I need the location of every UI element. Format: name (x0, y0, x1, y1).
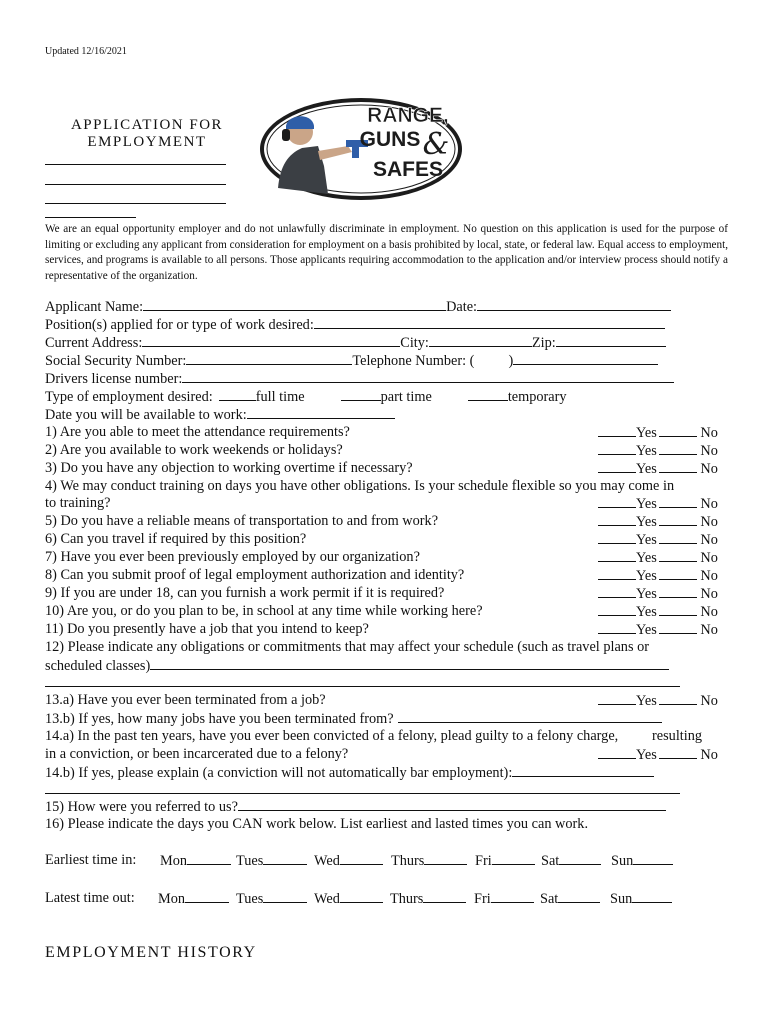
no-field[interactable] (659, 459, 697, 473)
latest-wed-field[interactable] (340, 889, 383, 903)
row-positions (45, 315, 685, 333)
applicant-name-field[interactable] (143, 297, 446, 311)
question-4-yes-no (598, 494, 718, 513)
latest-wed: Wed (314, 889, 383, 908)
latest-thurs-field[interactable] (423, 889, 466, 903)
yes-field[interactable] (598, 691, 636, 705)
question-6 (45, 530, 718, 548)
yes-field[interactable] (598, 494, 636, 508)
yes-field[interactable] (598, 745, 636, 759)
no-field[interactable] (659, 745, 697, 759)
yes-label: Yes (636, 604, 657, 620)
applicant-name-label: Applicant Name: (45, 299, 144, 315)
latest-time-label: Latest time out: (45, 890, 135, 906)
question-13a (45, 691, 718, 709)
no-field[interactable] (659, 530, 697, 544)
earliest-wed: Wed (314, 851, 383, 870)
question-13b-text: 13.b) If yes, how many jobs have you been terminated from? (45, 711, 394, 727)
no-label: No (700, 604, 718, 620)
question-7-text: 7) Have you ever been previously employed by our organization? (45, 549, 420, 565)
ssn-field[interactable] (186, 351, 352, 365)
latest-sun-field[interactable] (632, 889, 672, 903)
question-5-text: 5) Do you have a reliable means of transportation to and from work? (45, 513, 439, 529)
no-field[interactable] (659, 691, 697, 705)
question-12-extra-line[interactable] (45, 686, 680, 687)
question-16-text: 16) Please indicate the days you CAN work below. List earliest and lasted times you can work. (45, 816, 589, 832)
question-5-yes-no (598, 512, 718, 531)
earliest-fri: Fri (475, 851, 535, 870)
question-6-yes-no (598, 530, 718, 549)
no-label: No (700, 425, 718, 441)
question-14a-text-end: resulting (652, 728, 703, 744)
earliest-tues-field[interactable] (263, 851, 307, 865)
question-14b-field[interactable] (512, 763, 654, 777)
yes-label: Yes (636, 693, 657, 709)
earliest-tues: Tues (236, 851, 307, 870)
title-rule-1 (45, 164, 226, 165)
no-label: No (700, 622, 718, 638)
question-8 (45, 566, 718, 584)
yes-label: Yes (636, 443, 657, 459)
temporary-field[interactable] (468, 387, 508, 401)
city-field[interactable] (429, 333, 532, 347)
question-12-field[interactable] (150, 656, 669, 670)
yes-label: Yes (636, 622, 657, 638)
positions-label: Position(s) applied for or type of work desired: (45, 317, 314, 333)
question-14b-text: 14.b) If yes, please explain (a conviction will not automatically bar employment): (45, 765, 513, 781)
question-12-line1 (45, 638, 685, 656)
yes-field[interactable] (598, 530, 636, 544)
question-8-yes-no (598, 566, 718, 585)
no-label: No (700, 461, 718, 477)
no-field[interactable] (659, 620, 697, 634)
question-9 (45, 584, 718, 602)
earliest-sun-field[interactable] (633, 851, 673, 865)
logo-text-range: RANGE, (367, 104, 449, 127)
question-1-text: 1) Are you able to meet the attendance requirements? (45, 424, 350, 440)
question-14b (45, 763, 685, 781)
row-applicant-name (45, 297, 685, 315)
temporary-label: temporary (507, 389, 567, 405)
yes-label: Yes (636, 425, 657, 441)
question-13b (45, 709, 685, 727)
logo-text-guns: GUNS (359, 128, 421, 151)
form-title (52, 117, 242, 151)
question-11-text: 11) Do you presently have a job that you intend to keep? (45, 621, 369, 637)
question-12-text-cont: scheduled classes) (45, 658, 151, 674)
question-10-text: 10) Are you, or do you plan to be, in school at any time while working here? (45, 603, 483, 619)
question-13b-field[interactable] (398, 709, 662, 723)
no-field[interactable] (659, 602, 697, 616)
question-3-text: 3) Do you have any objection to working overtime if necessary? (45, 460, 413, 476)
question-14a-yes-no (598, 745, 718, 764)
question-14b-extra-line[interactable] (45, 793, 680, 794)
no-label: No (700, 514, 718, 530)
question-8-text: 8) Can you submit proof of legal employment authorization and identity? (45, 567, 465, 583)
earliest-wed-field[interactable] (340, 851, 383, 865)
drivers-license-label: Drivers license number: (45, 371, 183, 387)
no-label: No (700, 550, 718, 566)
no-label: No (700, 568, 718, 584)
no-label: No (700, 532, 718, 548)
question-14a-line1 (45, 727, 745, 745)
earliest-sun: Sun (611, 851, 673, 870)
yes-field[interactable] (598, 548, 636, 562)
latest-sat-field[interactable] (558, 889, 600, 903)
latest-tues: Tues (236, 889, 307, 908)
no-label: No (700, 586, 718, 602)
earliest-time-row (45, 851, 685, 869)
earliest-sat: Sat (541, 851, 601, 870)
question-15 (45, 797, 685, 815)
employment-type-label: Type of employment desired: (45, 389, 213, 405)
question-9-yes-no (598, 584, 718, 603)
question-6-text: 6) Can you travel if required by this position? (45, 531, 307, 547)
question-3-yes-no (598, 459, 718, 478)
updated-date: Updated 12/16/2021 (45, 46, 127, 57)
question-14a (45, 745, 718, 763)
question-13a-yes-no (598, 691, 718, 710)
latest-sun: Sun (610, 889, 672, 908)
question-7-yes-no (598, 548, 718, 567)
question-13a-text: 13.a) Have you ever been terminated from a job? (45, 692, 326, 708)
yes-label: Yes (636, 496, 657, 512)
address-field[interactable] (142, 333, 400, 347)
question-11 (45, 620, 718, 638)
question-15-field[interactable] (238, 797, 666, 811)
question-10 (45, 602, 718, 620)
no-field[interactable] (659, 512, 697, 526)
positions-field[interactable] (314, 315, 665, 329)
question-12-text: 12) Please indicate any obligations or commitments that may affect your schedule (such as travel plans or (45, 639, 650, 655)
part-time-label: part time (380, 389, 432, 405)
row-address (45, 333, 685, 351)
question-10-yes-no (598, 602, 718, 621)
earliest-thurs: Thurs (391, 851, 467, 870)
question-2-yes-no (598, 441, 718, 460)
question-7 (45, 548, 718, 566)
no-field[interactable] (659, 494, 697, 508)
row-drivers-license (45, 369, 685, 387)
available-date-label: Date you will be available to work: (45, 407, 247, 423)
no-field[interactable] (659, 584, 697, 598)
title-rule-4 (45, 217, 136, 218)
earliest-thurs-field[interactable] (424, 851, 467, 865)
row-available-date (45, 405, 685, 423)
logo-text-safes: SAFES (372, 158, 444, 181)
full-time-label: full time (255, 389, 305, 405)
question-2-text: 2) Are you available to work weekends or holidays? (45, 442, 343, 458)
yes-label: Yes (636, 586, 657, 602)
question-16 (45, 815, 705, 833)
title-rule-3 (45, 203, 226, 204)
latest-fri-field[interactable] (491, 889, 534, 903)
yes-label: Yes (636, 532, 657, 548)
part-time-field[interactable] (341, 387, 381, 401)
no-field[interactable] (659, 423, 697, 437)
question-15-text: 15) How were you referred to us? (45, 799, 238, 815)
yes-label: Yes (636, 461, 657, 477)
logo-ampersand: & (422, 127, 450, 162)
no-label: No (700, 693, 718, 709)
form-title-line2: EMPLOYMENT (87, 134, 207, 150)
latest-sat: Sat (540, 889, 600, 908)
question-2 (45, 441, 718, 459)
latest-tues-field[interactable] (263, 889, 307, 903)
date-label: Date: (446, 299, 478, 315)
earliest-mon-field[interactable] (187, 851, 231, 865)
yes-label: Yes (636, 514, 657, 530)
employment-history-heading: EMPLOYMENT HISTORY (45, 944, 257, 961)
yes-field[interactable] (598, 566, 636, 580)
row-ssn (45, 351, 685, 369)
question-11-yes-no (598, 620, 718, 639)
no-field[interactable] (659, 548, 697, 562)
telephone-label: Telephone Number: ( (352, 353, 475, 369)
question-1 (45, 423, 718, 441)
question-14a-text: 14.a) In the past ten years, have you ever been convicted of a felony, plead guilty to a felony charge, (45, 728, 619, 744)
latest-time-row (45, 889, 685, 907)
latest-mon-field[interactable] (185, 889, 229, 903)
question-14a-text-cont: in a conviction, or been incarcerated due to a felony? (45, 746, 349, 762)
question-4-text-cont: to training? (45, 495, 111, 511)
yes-field[interactable] (598, 602, 636, 616)
yes-field[interactable] (598, 620, 636, 634)
question-3 (45, 459, 718, 477)
no-label: No (700, 443, 718, 459)
no-label: No (700, 747, 718, 763)
no-label: No (700, 496, 718, 512)
company-logo (258, 96, 464, 202)
telephone-field[interactable] (513, 351, 658, 365)
form-title-line1: APPLICATION FOR (70, 117, 224, 133)
earliest-mon: Mon (160, 851, 231, 870)
yes-field[interactable] (598, 423, 636, 437)
question-12-line2 (45, 656, 685, 674)
available-date-field[interactable] (247, 405, 395, 419)
question-4-text: 4) We may conduct training on days you have other obligations. Is your schedule flexible so you may come in (45, 478, 675, 494)
telephone-close: ) (508, 353, 514, 369)
ssn-label: Social Security Number: (45, 353, 187, 369)
latest-fri: Fri (474, 889, 534, 908)
latest-mon: Mon (158, 889, 229, 908)
question-1-yes-no (598, 423, 718, 442)
title-rule-2 (45, 184, 226, 185)
latest-thurs: Thurs (390, 889, 466, 908)
yes-field[interactable] (598, 459, 636, 473)
date-field[interactable] (477, 297, 671, 311)
question-9-text: 9) If you are under 18, can you furnish a work permit if it is required? (45, 585, 445, 601)
city-label: City: (400, 335, 429, 351)
question-4-line1 (45, 477, 725, 495)
yes-field[interactable] (598, 512, 636, 526)
row-employment-type (45, 387, 685, 405)
question-5 (45, 512, 718, 530)
yes-field[interactable] (598, 441, 636, 455)
yes-label: Yes (636, 747, 657, 763)
no-field[interactable] (659, 441, 697, 455)
no-field[interactable] (659, 566, 697, 580)
full-time-field[interactable] (219, 387, 256, 401)
zip-field[interactable] (556, 333, 666, 347)
eeo-statement: We are an equal opportunity employer and do not unlawfully discriminate in employment. No question on this application is used for the purpose of limiting or excluding any applicant from consideration for employment on a basis prohibited by local, state, or federal law. Equal access to employment, services, and programs is available to all persons. Those applicants requiring accommodation to the application and/or interview process should notify a representative of the organization. (45, 223, 728, 282)
earliest-fri-field[interactable] (492, 851, 535, 865)
earliest-sat-field[interactable] (559, 851, 601, 865)
yes-label: Yes (636, 568, 657, 584)
yes-label: Yes (636, 550, 657, 566)
address-label: Current Address: (45, 335, 143, 351)
zip-label: Zip: (531, 335, 556, 351)
earliest-time-label: Earliest time in: (45, 852, 137, 868)
drivers-license-field[interactable] (182, 369, 674, 383)
yes-field[interactable] (598, 584, 636, 598)
question-4 (45, 494, 718, 512)
